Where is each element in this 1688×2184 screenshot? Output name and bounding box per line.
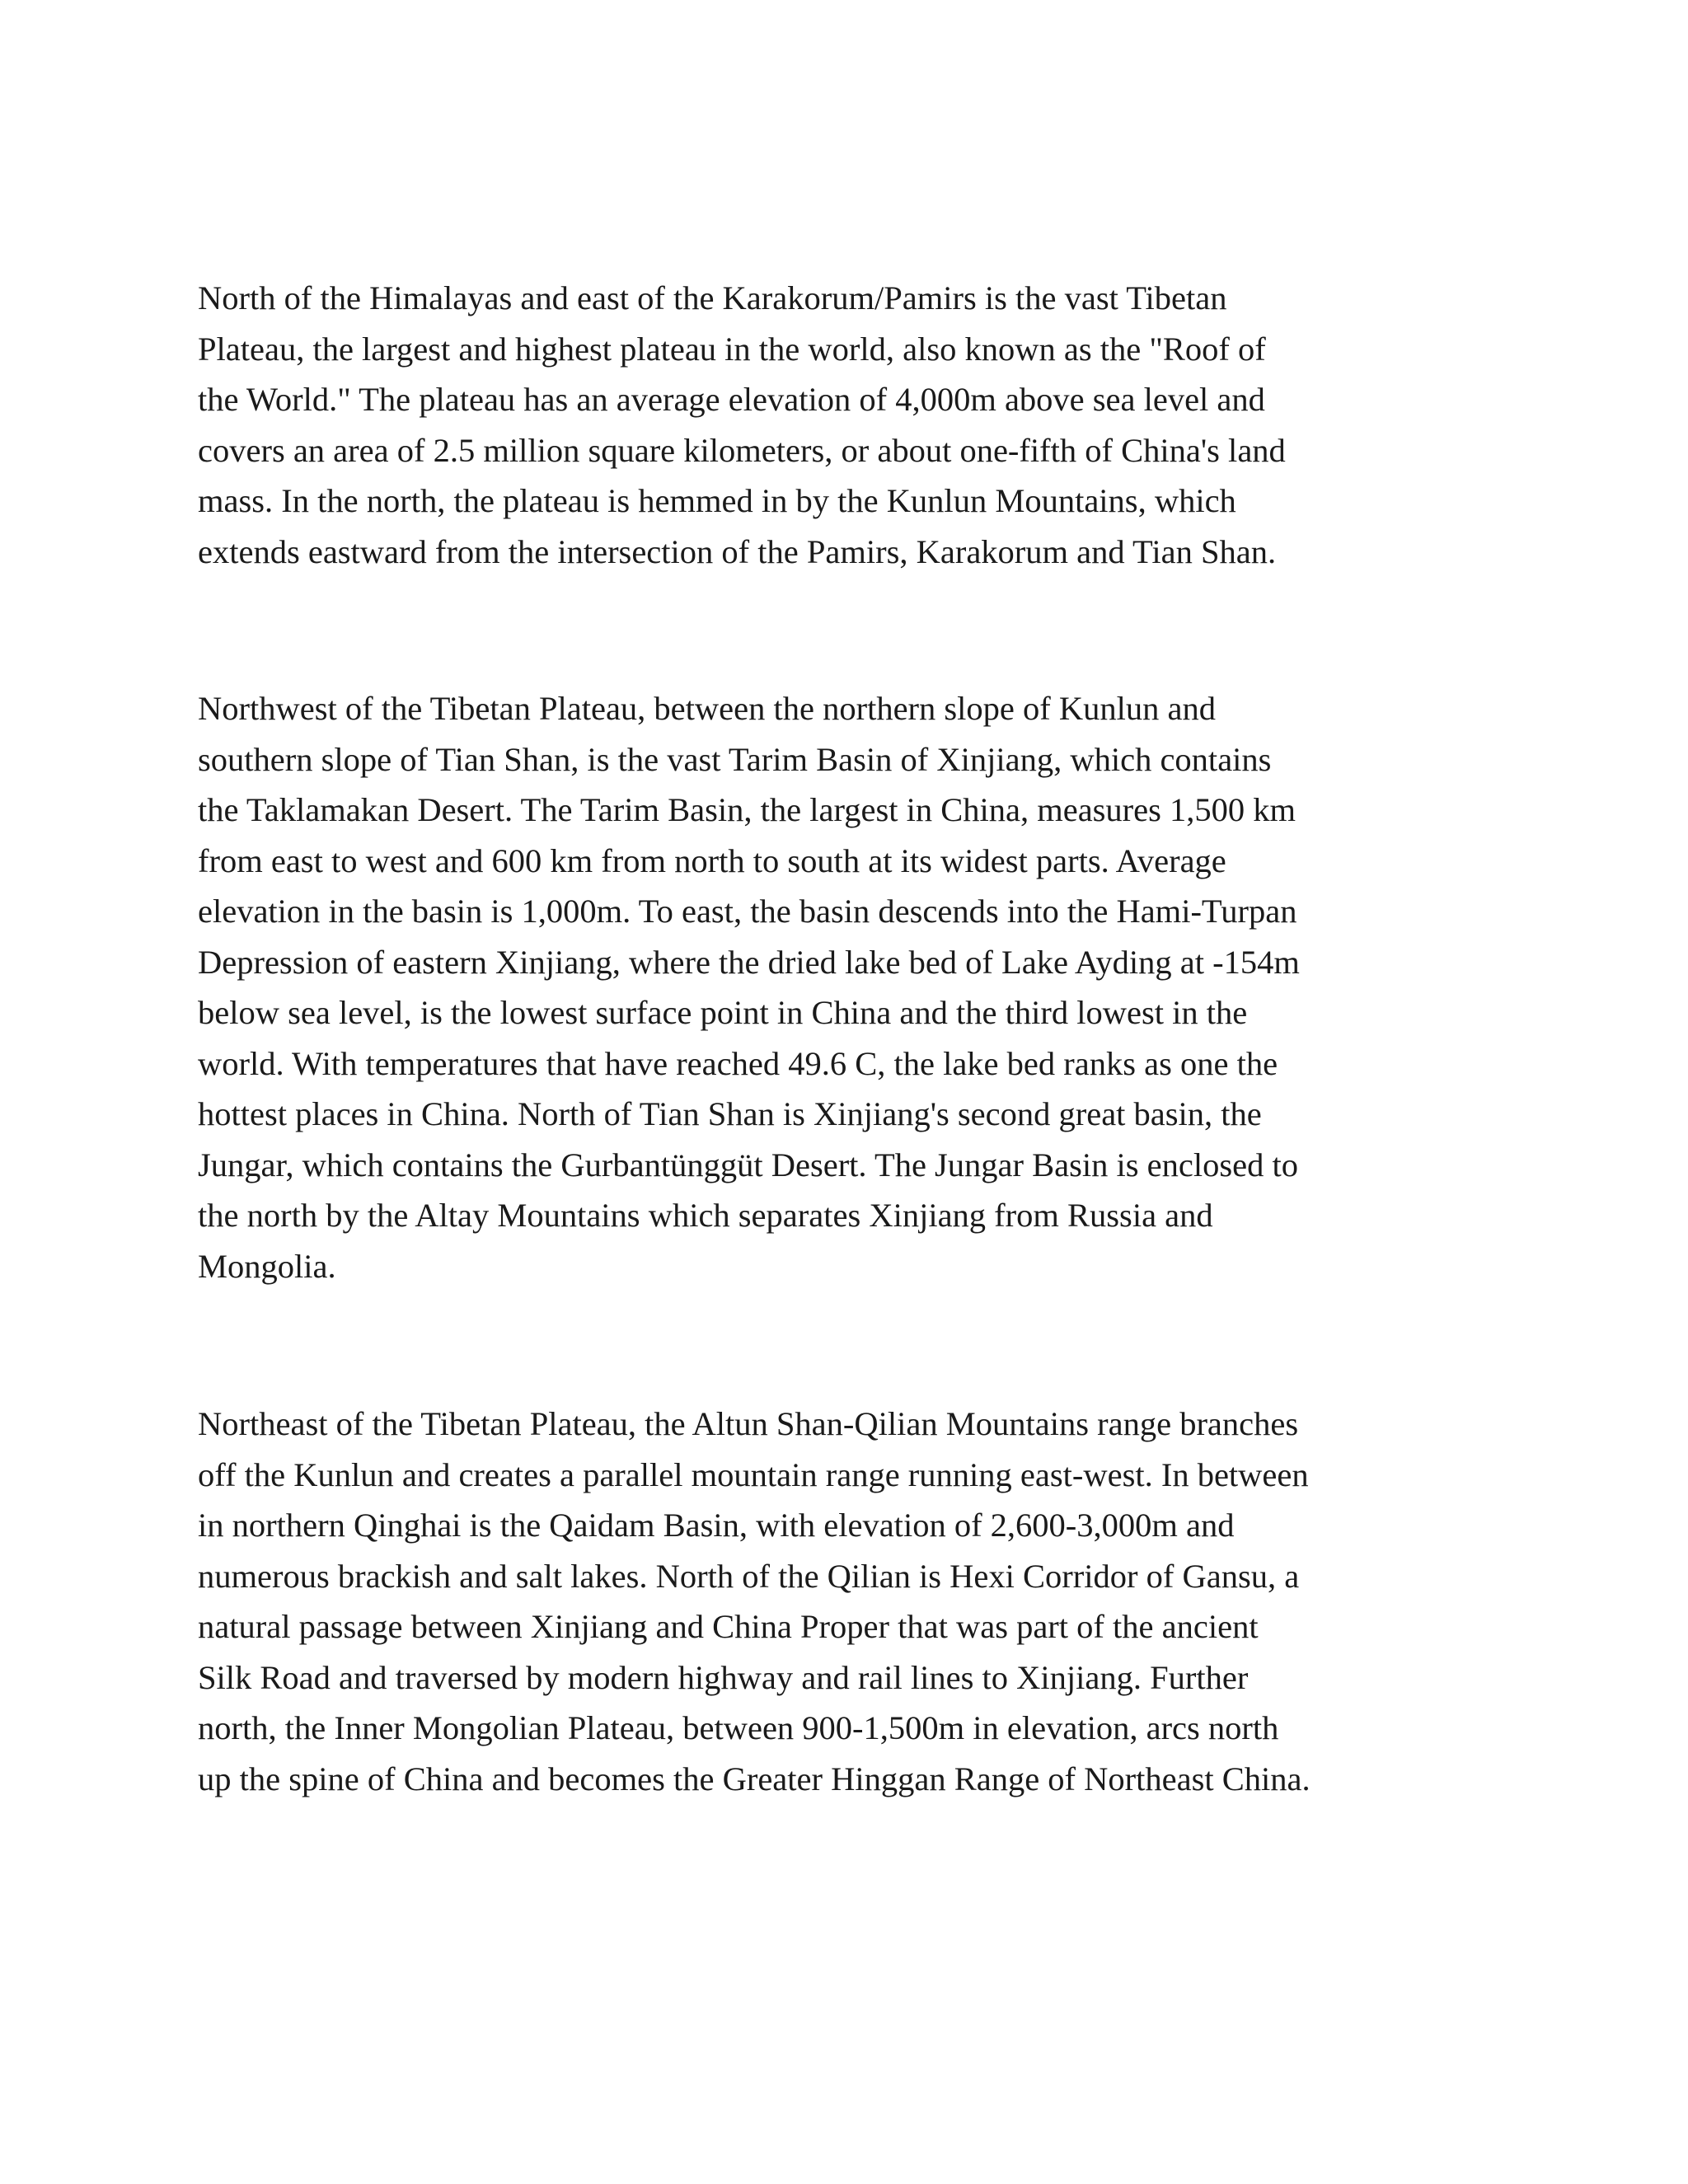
text-line: North of the Himalayas and east of the Karakorum/Pamirs is the vast Tibetan xyxy=(198,279,1227,316)
text-line: elevation in the basin is 1,000m. To east, the basin descends into the Hami-Turpan xyxy=(198,893,1297,930)
text-line: Silk Road and traversed by modern highway and rail lines to Xinjiang. Further xyxy=(198,1658,1249,1696)
text-line: southern slope of Tian Shan, is the vast Tarim Basin of Xinjiang, which contains xyxy=(198,740,1272,778)
text-line: covers an area of 2.5 million square kilometers, or about one-fifth of China's land xyxy=(198,431,1286,469)
text-line: Northwest of the Tibetan Plateau, between the northern slope of Kunlun and xyxy=(198,690,1216,727)
text-line: Mongolia. xyxy=(198,1247,336,1285)
text-line: natural passage between Xinjiang and China Proper that was part of the ancient xyxy=(198,1608,1259,1645)
text-line: Depression of eastern Xinjiang, where the dried lake bed of Lake Ayding at -154m xyxy=(198,943,1300,981)
text-line: from east to west and 600 km from north to south at its widest parts. Average xyxy=(198,841,1226,879)
text-line: Northeast of the Tibetan Plateau, the Altun Shan-Qilian Mountains range branches xyxy=(198,1405,1299,1442)
text-line: the north by the Altay Mountains which separates Xinjiang from Russia and xyxy=(198,1197,1213,1234)
paragraph-qaidam-basin xyxy=(198,1399,1500,1804)
text-line: off the Kunlun and creates a parallel mountain range running east-west. In between xyxy=(198,1455,1309,1493)
text-line: hottest places in China. North of Tian Shan is Xinjiang's second great basin, the xyxy=(198,1095,1262,1132)
text-line: the Taklamakan Desert. The Tarim Basin, the largest in China, measures 1,500 km xyxy=(198,791,1296,828)
text-line: below sea level, is the lowest surface point in China and the third lowest in the xyxy=(198,994,1248,1031)
paragraph-tibetan-plateau xyxy=(198,273,1500,577)
text-line: up the spine of China and becomes the Greater Hinggan Range of Northeast China. xyxy=(198,1760,1311,1797)
text-line: in northern Qinghai is the Qaidam Basin, with elevation of 2,600-3,000m and xyxy=(198,1507,1235,1544)
text-line: Jungar, which contains the Gurbantünggüt Desert. The Jungar Basin is enclosed to xyxy=(198,1146,1298,1183)
text-line: extends eastward from the intersection of the Pamirs, Karakorum and Tian Shan. xyxy=(198,532,1277,570)
text-line: north, the Inner Mongolian Plateau, between 900-1,500m in elevation, arcs north xyxy=(198,1709,1279,1746)
text-line: Plateau, the largest and highest plateau in the world, also known as the "Roof of xyxy=(198,330,1266,368)
text-line: mass. In the north, the plateau is hemmed in by the Kunlun Mountains, which xyxy=(198,482,1236,519)
paragraph-tarim-basin xyxy=(198,683,1500,1291)
text-line: the World." The plateau has an average elevation of 4,000m above sea level and xyxy=(198,381,1265,418)
text-line: numerous brackish and salt lakes. North of the Qilian is Hexi Corridor of Gansu, a xyxy=(198,1557,1300,1595)
text-line: world. With temperatures that have reached 49.6 C, the lake bed ranks as one the xyxy=(198,1044,1278,1082)
